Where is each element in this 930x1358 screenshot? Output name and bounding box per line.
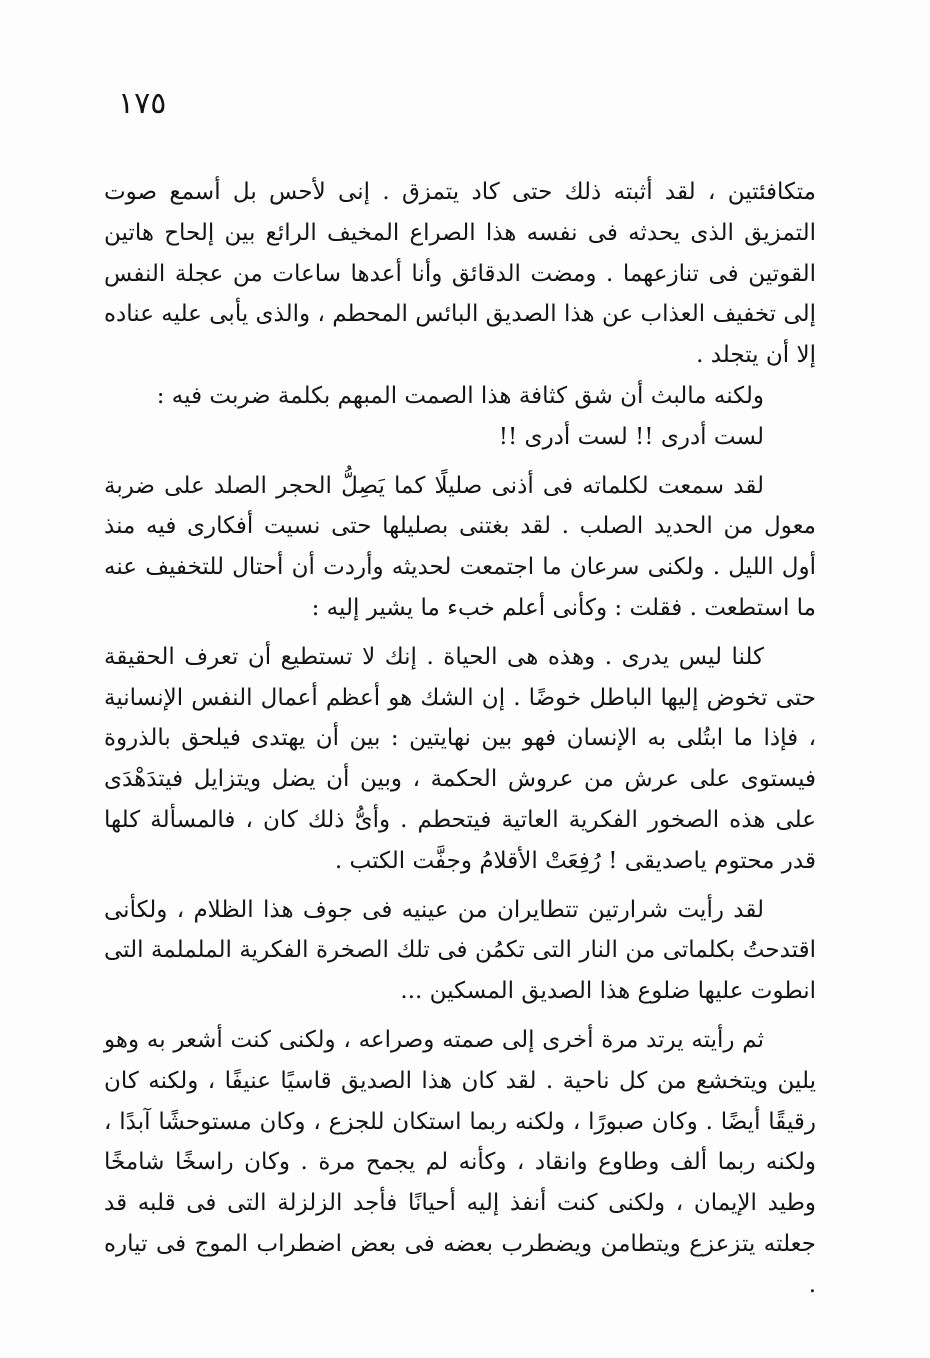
paragraph-4: لقد سمعت لكلماته فى أذنى صليلًا كما يَصِلُّ الحجر الصلد على ضربة معول من الحديد الصلب . لقد بغتنى بصليلها حتى نسيت أفكارى فيه منذ أول الليل . ولكنى سرعان ما اجتمعت لحديثه وأردت أن أحتال للتخفيف عنه ما استطعت . فقلت : وكأنى أعلم خبء ما يشير إليه : <box>104 472 816 621</box>
paragraph-3: لست أدرى !! لست أدرى !! <box>498 423 764 450</box>
paragraph-5: كلنا ليس يدرى . وهذه هى الحياة . إنك لا تستطيع أن تعرف الحقيقة حتى تخوض إليها الباطل خوضًا . إن الشك هو أعظم أعمال النفس الإنسانية ، فإذا ما ابتُلى به الإنسان فهو بين نهايتين : بين أن يهتدى فيلحق بالذروة فيستوى على عرش من عروش الحكمة ، وبين أن يضل ويتزايل فيتدَهْدَى على هذه الصخور الفكرية العاتية فيتحطم . وأىُّ ذلك كان ، فالمسألة كلها قدر محتوم ياصديقى ! رُفِعَتْ الأقلامُ وجفَّت الكتب . <box>104 643 817 874</box>
page-text <box>104 172 816 1306</box>
paragraph-6: لقد رأيت شرارتين تتطايران من عينيه فى جوف هذا الظلام ، ولكأنى اقتدحتُ بكلماتى من النار التى تكمُن فى تلك الصخرة الفكرية الململمة التى انطوت عليها ضلوع هذا الصديق المسكين ... <box>104 896 816 1005</box>
paragraph-1: متكافئتين ، لقد أثبته ذلك حتى كاد يتمزق . إنى لأحس بل أسمع صوت التمزيق الذى يحدثه فى نفسه هذا الصراع المخيف الرائع بين إلحاح هاتين القوتين فى تنازعهما . ومضت الدقائق وأنا أعدها ساعات من عجلة النفس إلى تخفيف العذاب عن هذا الصديق البائس المحطم ، والذى يأبى عليه عناده إلا أن يتجلد . <box>104 179 816 369</box>
paragraph-2: ولكنه مالبث أن شق كثافة هذا الصمت المبهم بكلمة ضربت فيه : <box>156 382 764 409</box>
page-number: ١٧٥ <box>118 86 167 121</box>
paragraph-7: ثم رأيته يرتد مرة أخرى إلى صمته وصراعه ، ولكنى كنت أشعر به وهو يلين ويتخشع من كل ناحية . لقد كان هذا الصديق قاسيًا عنيفًا ، ولكنه كان رقيقًا أيضًا . وكان صبورًا ، ولكنه ربما استكان للجزع ، وكان مستوحشًا آبدًا ، ولكنه ربما ألف وطاوع وانقاد ، وكأنه لم يجمح مرة . وكان راسخًا شامخًا وطيد الإيمان ، ولكنى كنت أنفذ إليه أحيانًا فأجد الزلزلة التى فى قلبه قد جعلته يتزعزع ويتطامن ويضطرب بعضه فى بعض اضطراب الموج فى تياره . <box>104 1026 816 1298</box>
